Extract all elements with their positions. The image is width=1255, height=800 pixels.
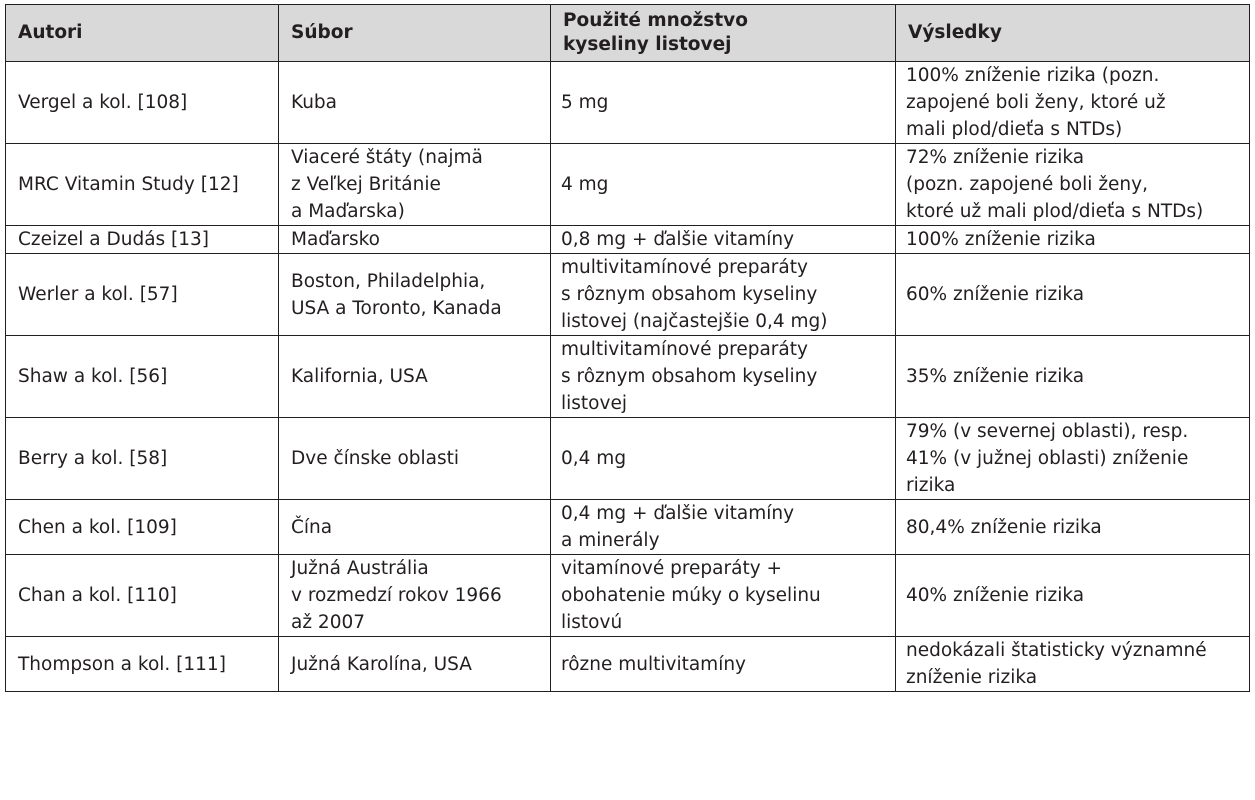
cell-line: v rozmedzí rokov 1966	[291, 585, 502, 606]
cell-results	[896, 144, 1250, 226]
header-group: Súbor	[279, 5, 551, 62]
cell-line: Berry a kol. [58]	[18, 448, 168, 469]
cell-line: listovej	[561, 393, 627, 414]
cell-group	[279, 500, 551, 555]
cell-results	[896, 555, 1250, 637]
cell-results	[896, 254, 1250, 336]
cell-group	[279, 336, 551, 418]
header-amount	[551, 5, 896, 62]
cell-line: a minerály	[561, 530, 660, 551]
cell-line: obohatenie múky o kyselinu	[561, 585, 821, 606]
studies-table	[5, 4, 1250, 692]
table-row	[6, 254, 1250, 336]
cell-line: 35% zníženie rizika	[906, 366, 1085, 387]
cell-group	[279, 555, 551, 637]
cell-line: 72% zníženie rizika	[906, 147, 1085, 168]
cell-line: rizika	[906, 475, 956, 496]
cell-line: Chan a kol. [110]	[18, 585, 177, 606]
cell-authors	[6, 336, 279, 418]
cell-line: rôzne multivitamíny	[561, 653, 747, 675]
table-row	[6, 336, 1250, 418]
cell-line: 100% zníženie rizika (pozn.	[906, 65, 1160, 86]
cell-line: 40% zníženie rizika	[906, 585, 1085, 606]
cell-authors	[6, 637, 279, 692]
cell-amount	[551, 254, 896, 336]
cell-line: Viaceré štáty (najmä	[291, 147, 483, 168]
header-amount-line: Použité množstvo	[563, 10, 748, 31]
cell-line: Chen a kol. [109]	[18, 516, 177, 538]
cell-authors	[6, 500, 279, 555]
table-row	[6, 226, 1250, 254]
cell-line: 60% zníženie rizika	[906, 284, 1085, 305]
header-authors: Autori	[6, 5, 279, 62]
cell-line: Južná Karolína, USA	[291, 653, 472, 675]
cell-line: multivitamínové preparáty	[561, 339, 808, 360]
cell-line: zníženie rizika	[906, 667, 1038, 688]
cell-line: 41% (v južnej oblasti) zníženie	[906, 448, 1189, 469]
cell-group	[279, 62, 551, 144]
cell-line: Maďarsko	[291, 229, 380, 250]
cell-line: z Veľkej Británie	[291, 174, 441, 195]
cell-line: (pozn. zapojené boli ženy,	[906, 174, 1148, 195]
cell-line: ktoré už mali plod/dieťa s NTDs)	[906, 201, 1204, 222]
cell-results	[896, 418, 1250, 500]
cell-group	[279, 418, 551, 500]
cell-line: multivitamínové preparáty	[561, 257, 808, 278]
cell-line: s rôznym obsahom kyseliny	[561, 366, 818, 387]
cell-line: Čína	[291, 516, 333, 538]
cell-line: listovej (najčastejšie 0,4 mg)	[561, 311, 828, 332]
cell-authors	[6, 254, 279, 336]
cell-group	[279, 144, 551, 226]
cell-amount	[551, 500, 896, 555]
cell-line: USA a Toronto, Kanada	[291, 297, 502, 319]
cell-line: mali plod/dieťa s NTDs)	[906, 119, 1123, 140]
cell-results	[896, 62, 1250, 144]
cell-line: Kuba	[291, 92, 338, 113]
cell-line: Thompson a kol. [111]	[18, 653, 226, 675]
cell-amount	[551, 144, 896, 226]
cell-line: Shaw a kol. [56]	[18, 366, 168, 387]
cell-line: 0,4 mg + ďalšie vitamíny	[561, 503, 795, 524]
cell-line: zapojené boli ženy, ktoré už	[906, 92, 1166, 113]
header-results: Výsledky	[896, 5, 1250, 62]
cell-line: 5 mg	[561, 92, 609, 113]
cell-line: Kalifornia, USA	[291, 366, 428, 387]
cell-group	[279, 637, 551, 692]
header-amount-line: kyseliny listovej	[563, 34, 732, 55]
cell-line: MRC Vitamin Study [12]	[18, 174, 239, 195]
table-row	[6, 500, 1250, 555]
cell-authors	[6, 226, 279, 254]
cell-results	[896, 637, 1250, 692]
cell-line: a Maďarska)	[291, 201, 405, 222]
cell-line: až 2007	[291, 612, 366, 633]
cell-line: Boston, Philadelphia,	[291, 270, 486, 292]
cell-results	[896, 500, 1250, 555]
cell-line: 100% zníženie rizika	[906, 229, 1096, 250]
cell-group	[279, 226, 551, 254]
cell-group	[279, 254, 551, 336]
cell-authors	[6, 144, 279, 226]
cell-amount	[551, 418, 896, 500]
cell-line: vitamínové preparáty +	[561, 558, 783, 579]
cell-line: Dve čínske oblasti	[291, 448, 460, 469]
cell-line: 79% (v severnej oblasti), resp.	[906, 421, 1189, 442]
cell-amount	[551, 62, 896, 144]
cell-authors	[6, 62, 279, 144]
cell-line: Vergel a kol. [108]	[18, 92, 188, 113]
cell-line: listovú	[561, 612, 623, 633]
cell-authors	[6, 418, 279, 500]
cell-amount	[551, 637, 896, 692]
table-row	[6, 555, 1250, 637]
cell-amount	[551, 555, 896, 637]
table-row	[6, 144, 1250, 226]
table-row	[6, 62, 1250, 144]
cell-line: 0,8 mg + ďalšie vitamíny	[561, 229, 795, 250]
cell-line: Werler a kol. [57]	[18, 284, 178, 305]
cell-authors	[6, 555, 279, 637]
cell-line: 0,4 mg	[561, 448, 627, 469]
cell-line: nedokázali štatisticky významné	[906, 640, 1207, 661]
header-row	[6, 5, 1250, 62]
table-row	[6, 418, 1250, 500]
cell-amount	[551, 336, 896, 418]
cell-results	[896, 336, 1250, 418]
cell-amount	[551, 226, 896, 254]
table-row	[6, 637, 1250, 692]
cell-line: Južná Austrália	[291, 558, 429, 579]
cell-line: 4 mg	[561, 174, 609, 195]
cell-results	[896, 226, 1250, 254]
cell-line: 80,4% zníženie rizika	[906, 516, 1102, 538]
cell-line: Czeizel a Dudás [13]	[18, 229, 210, 250]
cell-line: s rôznym obsahom kyseliny	[561, 284, 818, 305]
